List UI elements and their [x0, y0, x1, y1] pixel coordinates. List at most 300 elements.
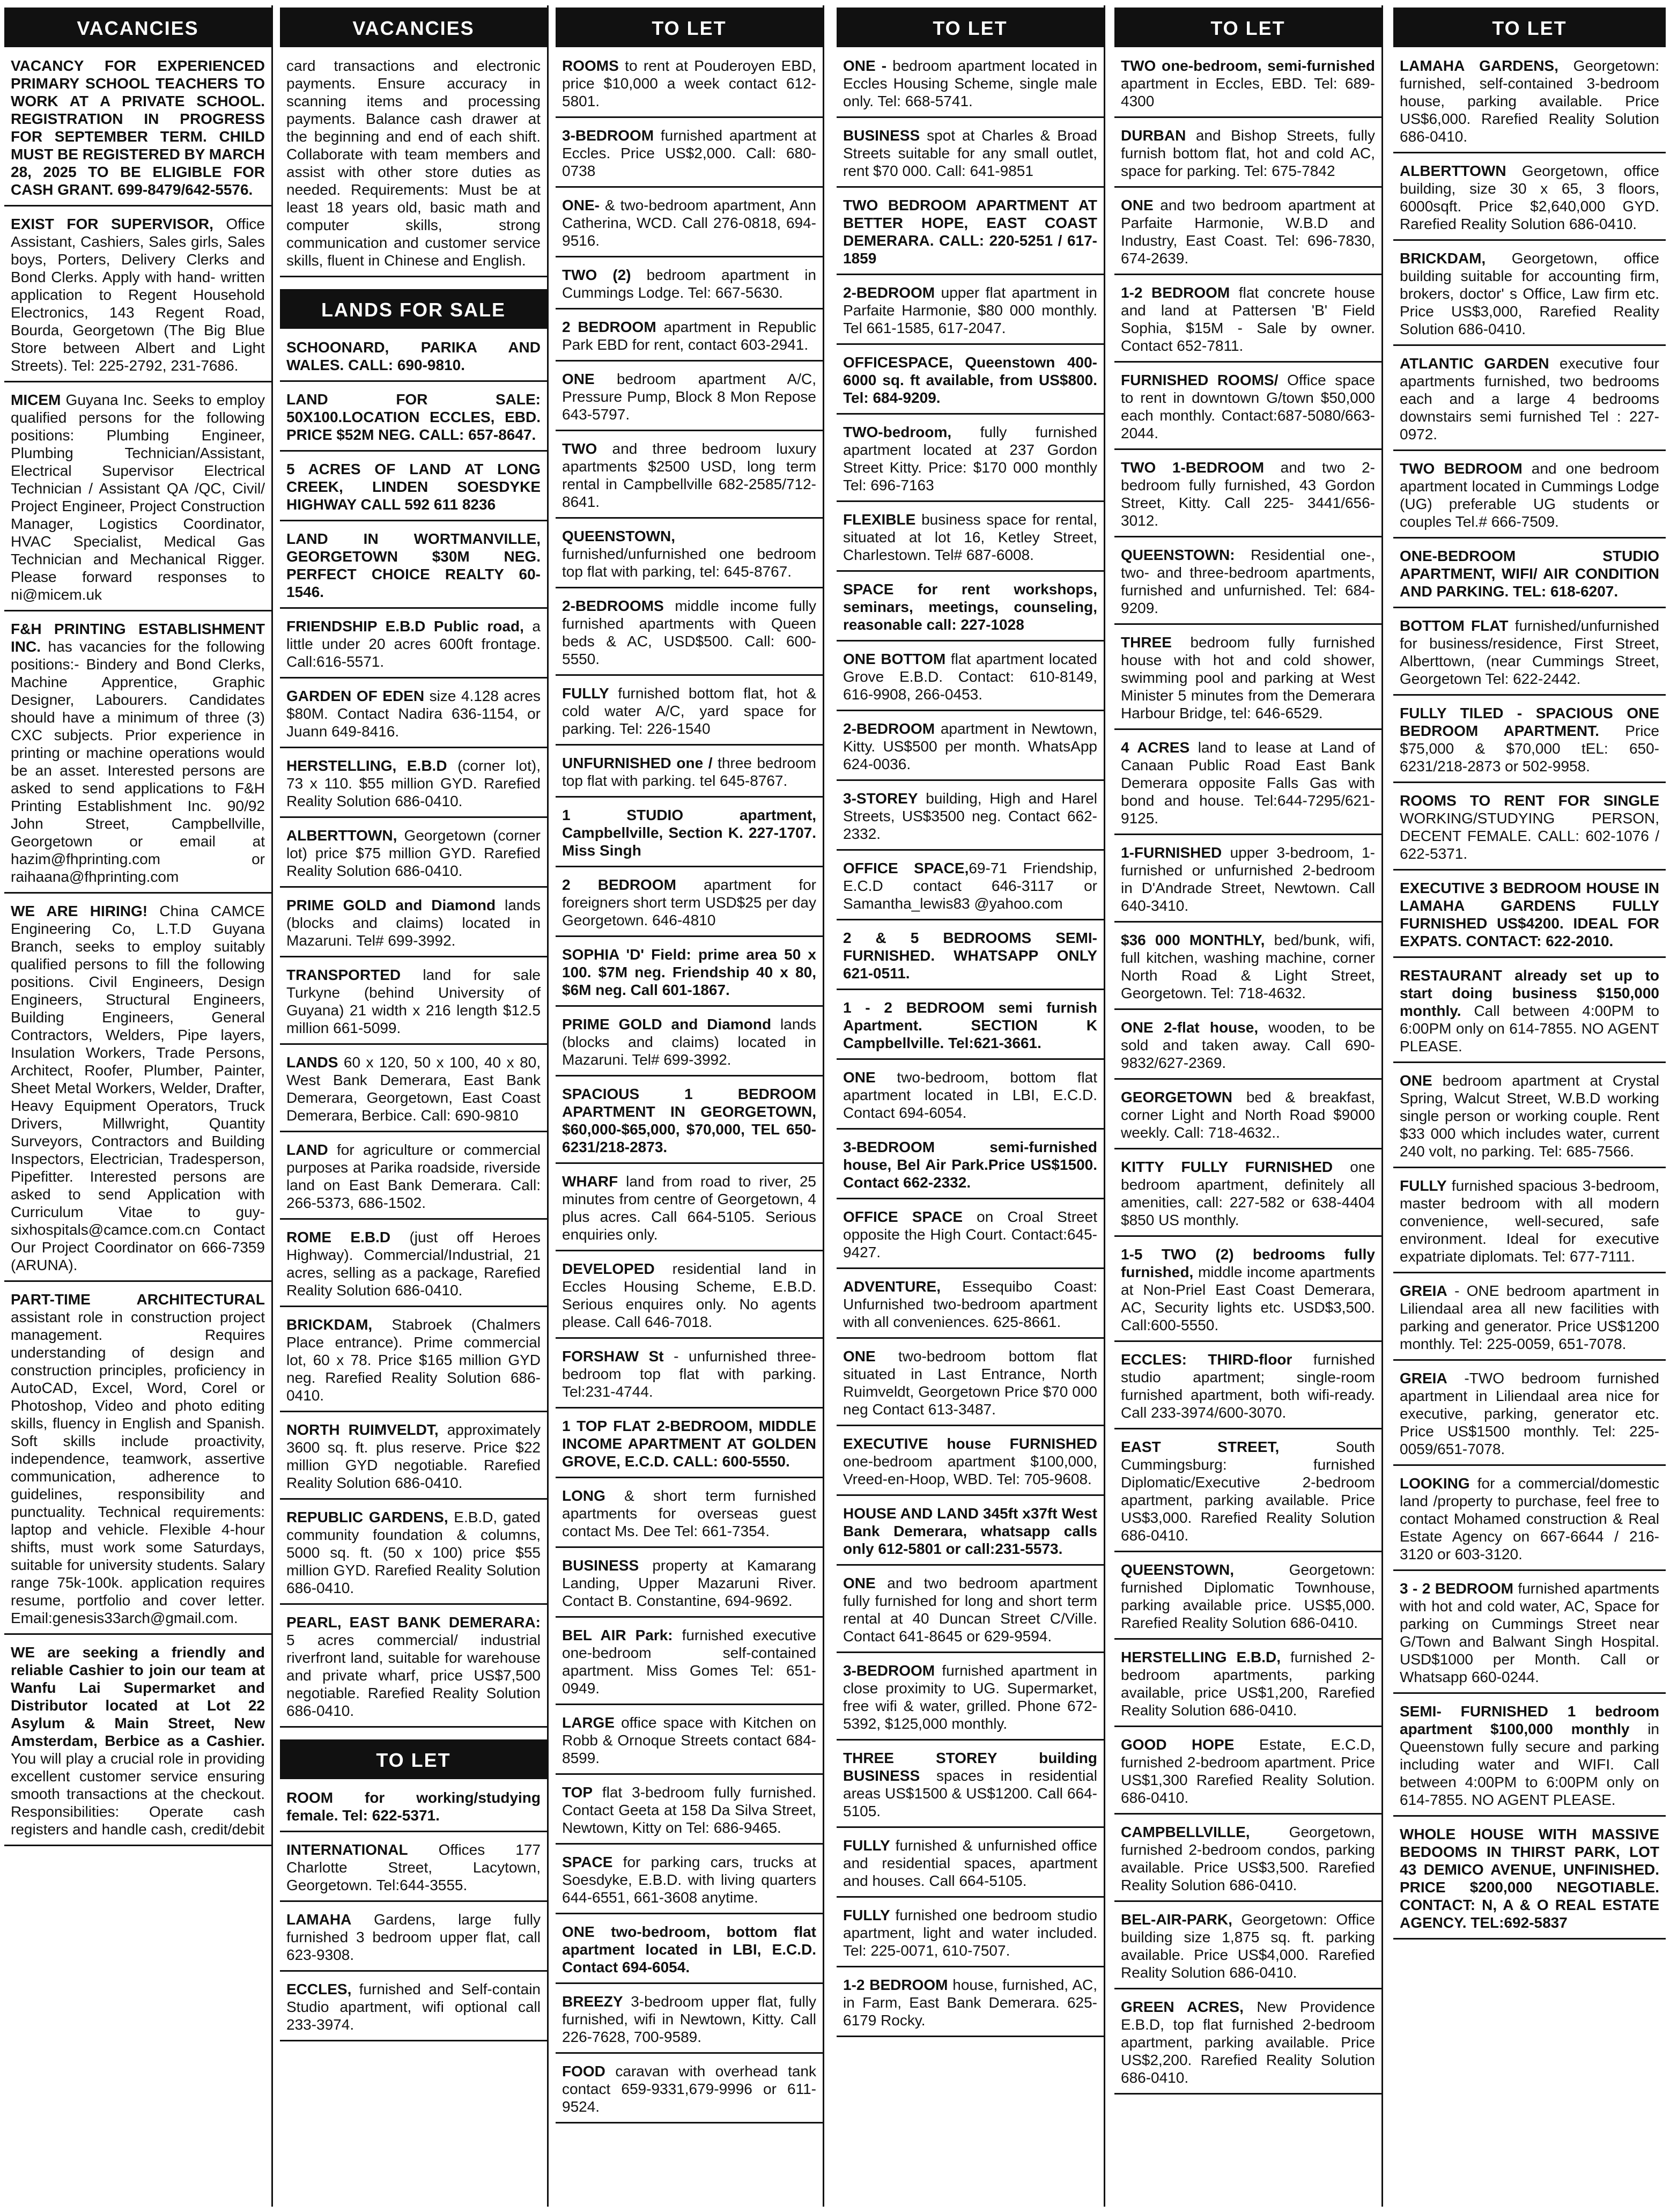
ad-body: bed & breakfast, corner Light and North Road $9000 weekly. Call: 718-4632.. [1121, 1089, 1375, 1141]
ad-heading: FULLY [843, 1907, 890, 1923]
classified-ad [4, 213, 271, 382]
ad-heading: SPACE for rent workshops, seminars, meetings, counseling, reasonable call: 227-1028 [843, 581, 1097, 633]
ad-heading: ADVENTURE, [843, 1278, 941, 1295]
section-header: LANDS FOR SALE [280, 289, 547, 329]
ad-heading: ONE [843, 1575, 876, 1591]
classified-ad [1114, 1436, 1381, 1552]
classified-ad [1114, 124, 1381, 188]
ad-heading: FLEXIBLE [843, 511, 916, 528]
ad-heading: FULLY [843, 1837, 890, 1854]
ad-body: in Queenstown fully secure and parking including water and WIFI. Call between 4:00PM to 6:00PM only on 614-7855. NO AGENT PLEASE. [1400, 1721, 1659, 1808]
ad-heading: WE ARE HIRING! [11, 903, 148, 919]
ad-heading: ONE 2-flat house, [1121, 1019, 1259, 1036]
ad-heading: GARDEN OF EDEN [286, 688, 425, 704]
ad-heading: 4 ACRES [1121, 739, 1190, 756]
ad-heading: BUSINESS [562, 1557, 639, 1574]
classified-ad [837, 648, 1104, 711]
ad-body: apartment for foreigners short term USD$25 per day Georgetown. 646-4810 [562, 876, 816, 928]
classified-ad [556, 1624, 823, 1705]
section-header: VACANCIES [4, 8, 271, 47]
ad-heading: WHARF [562, 1173, 618, 1190]
classified-ad [556, 2060, 823, 2123]
ad-heading: GOOD HOPE [1121, 1736, 1235, 1753]
ad-body: two-bedroom, bottom flat apartment located in LBI, E.C.D. Contact 694-6054. [843, 1069, 1097, 1121]
classified-ad [556, 1781, 823, 1845]
classified-ad [556, 804, 823, 867]
classified-ad [280, 755, 547, 818]
classified-ad [280, 336, 547, 382]
classified-ad [280, 1611, 547, 1728]
ad-body: and two bedroom apartment fully furnished for long and short term rental at 40 Duncan Street C/Ville. Contact 641-8645 or 629-9594. [843, 1575, 1097, 1645]
ad-heading: 2-BEDROOM [843, 720, 935, 737]
ad-heading: ONE [1400, 1072, 1432, 1089]
ad-heading: BRICKDAM, [1400, 250, 1486, 267]
classified-ad [556, 1258, 823, 1339]
classified-ad [1393, 458, 1666, 539]
classified-ad [837, 282, 1104, 345]
ad-body: land for sale Turkyne (behind University of Guyana) 21 width x 216 length $12.5 million 661-5099. [286, 967, 541, 1036]
ad-heading: SCHOONARD, PARIKA AND WALES. CALL: 690-9810. [286, 339, 541, 373]
ad-body: Call between 4:00PM to 6:00PM only on 614-7855. NO AGENT PLEASE. [1400, 1002, 1659, 1055]
classified-ad [1393, 160, 1666, 241]
classified-ad [1393, 702, 1666, 783]
classified-ad [280, 1226, 547, 1307]
classified-ad [556, 1554, 823, 1618]
ad-body: furnished 2-bedroom apartments, parking available, price US$1,200, Rarefied Reality Solution 686-0410. [1121, 1649, 1375, 1719]
ad-body: furnished apartments with hot and cold water, AC, Space for parking on Cummings Street near G/Town and Balwant Singh Hospital. USD$1000 per Month. Call or Whatsapp 660-0244. [1400, 1580, 1659, 1685]
ad-heading: PART-TIME ARCHITECTURAL [11, 1291, 265, 1308]
ad-body: furnished apartment at Eccles. Price US$2,000. Call: 680-0738 [562, 127, 816, 179]
ad-body: -TWO bedroom furnished apartment in Liliendaal area nice for executive, parking, generator etc. Price US$1500 monthly. Tel: 225-0059/651-7078. [1400, 1370, 1659, 1457]
ad-body: and three bedroom luxury apartments $2500 USD, long term rental in Campbellville 682-2585/712-8641. [562, 440, 816, 510]
ad-body: middle income apartments at Non-Priel East Coast Demerara, AC, Security lights etc. USD$3,500. Call:600-5550. [1121, 1264, 1375, 1333]
ad-body: assistant role in construction project management. Requires understanding of design and construction principles, proficiency in AutoCAD, Excel, Word, Corel or Photoshop, Video and photo editing skills, fluency in English and Spanish. Soft skills include proactivity, independence, teamwork, assertive communication, adherence to guidelines, responsibility and punctuality. Technical requirements: laptop and vehicle. Flexible 4-hour shifts, must work some Saturdays, suitable for university students. Salary range 75k-100k. application requires resume, portfolio and cover letter. Email:genesis33arch@gmail.com. [11, 1309, 265, 1626]
ad-body: and two bedroom apartment at Parfaite Harmonie, W.B.D and Industry, East Coast. Tel: 696-7830, 674-2639. [1121, 197, 1375, 267]
ad-heading: GEORGETOWN [1121, 1089, 1232, 1105]
classified-ad [1114, 456, 1381, 537]
ad-body: Georgetown, furnished 2-bedroom condos, parking available. Price US$3,500. Rarefied Reality Solution 686-0410. [1121, 1824, 1375, 1893]
ad-heading: QUEENSTOWN, [562, 528, 676, 544]
classified-ad [280, 388, 547, 452]
classified-ad [837, 857, 1104, 920]
ad-heading: ONE two-bedroom, bottom flat apartment located in LBI, E.C.D. Contact 694-6054. [562, 1923, 816, 1975]
ad-heading: 3-BEDROOM semi-furnished house, Bel Air Park.Price US$1500. Contact 662-2332. [843, 1139, 1097, 1191]
ad-body: furnished studio apartment; single-room furnished apartment, both wifi-ready. Call 233-3974/600-3070. [1121, 1351, 1375, 1421]
ad-heading: PEARL, EAST BANK DEMERARA: [286, 1614, 541, 1631]
ad-heading: ONE [843, 1069, 876, 1086]
classified-ad [837, 508, 1104, 572]
ad-heading: TWO one-bedroom, semi-furnished [1121, 57, 1375, 74]
ad-heading: ALBERTTOWN, [286, 827, 397, 844]
ad-heading: 3-STOREY [843, 790, 918, 807]
ad-body: house, furnished, AC, in Farm, East Bank Demerara. 625-6179 Rocky. [843, 1977, 1097, 2029]
ad-body: Georgetown, office building, size 30 x 65, 3 floors, 6000sqft. Price $2,640,000 GYD. Rarefied Reality Solution 686-0410. [1400, 163, 1659, 232]
ad-heading: ROOM for working/studying female. Tel: 622-5371. [286, 1789, 541, 1824]
ad-body: bedroom apartment located in Eccles Housing Scheme, single male only. Tel: 668-5741. [843, 57, 1098, 109]
ad-body: executive four apartments furnished, two bedrooms each and a large 4 bedrooms downstairs semi furnished Tel : 227-0972. [1400, 355, 1659, 443]
section-header: TO LET [837, 8, 1104, 47]
classified-ad [1114, 1348, 1381, 1429]
ad-heading: FOOD [562, 2063, 605, 2080]
ad-body: bedroom apartment A/C, Pressure Pump, Block 8 Mon Repose 643-5797. [562, 371, 816, 423]
ad-body: spot at Charles & Broad Streets suitable for any small outlet, rent $70 000. Call: 641-9851 [843, 127, 1097, 179]
ad-body: New Providence E.B.D, top flat furnished 2-bedroom apartment, parking available. Price US$2,200. Rarefied Reality Solution 686-0410. [1121, 1999, 1376, 2086]
classified-ad [280, 458, 547, 521]
ad-heading: ATLANTIC GARDEN [1400, 355, 1549, 372]
classified-ad [837, 351, 1104, 415]
classified-ad [837, 1206, 1104, 1269]
classified-ad [837, 927, 1104, 990]
classified-ad [4, 618, 271, 894]
ad-body: business space for rental, situated at lot 16, Ketley Street, Charlestown. Tel# 687-6008. [843, 511, 1097, 563]
classified-ad [280, 615, 547, 679]
classified-ad [837, 1572, 1104, 1653]
ad-body: furnished one bedroom studio apartment, light and water included. Tel: 225-0071, 610-7507. [843, 1907, 1097, 1959]
ad-body: office space with Kitchen on Robb & Ornoque Streets contact 684-8599. [562, 1714, 816, 1766]
ad-heading: OFFICE SPACE [843, 1208, 963, 1225]
ad-heading: EXIST FOR SUPERVISOR, [11, 216, 213, 232]
classified-ad [1393, 352, 1666, 451]
classified-ad [1393, 1280, 1666, 1361]
classified-ad [837, 1345, 1104, 1426]
ad-heading: BUSINESS [843, 127, 920, 144]
ad-body: & two-bedroom apartment, Ann Catherina, WCD. Call 276-0818, 694-9516. [562, 197, 816, 249]
ad-body: 3-bedroom upper flat, fully furnished, wifi in Newtown, Kitty. Call 226-7628, 700-9589. [562, 1993, 816, 2045]
ad-heading: ONE [1121, 197, 1154, 213]
ad-body: Price $75,000 & $70,000 tEL: 650-6231/218-2873 or 502-9958. [1400, 722, 1659, 775]
classified-ad [1393, 1175, 1666, 1273]
ad-heading: 2 BEDROOM [562, 319, 656, 335]
ad-heading: LAND FOR SALE: 50X100.LOCATION ECCLES, EBD. PRICE $52M NEG. CALL: 657-8647. [286, 391, 541, 443]
classified-ad [1393, 1472, 1666, 1571]
ad-heading: VACANCY FOR EXPERIENCED PRIMARY SCHOOL TEACHERS TO WORK AT A PRIVATE SCHOOL. REGISTRATION IN PROGRESS FOR SEPTEMBER TERM. CHILD MUST BE REGISTERED BY MARCH 28, 2025 TO BE ELIGIBLE FOR CASH GRANT. 699-8479/642-5576. [11, 57, 265, 198]
ad-heading: PRIME GOLD and Diamond [562, 1016, 772, 1033]
classified-ad [1393, 247, 1666, 346]
classified-ad [1393, 55, 1666, 153]
ad-body: Guyana Inc. Seeks to employ qualified persons for the following positions: Plumbing Engineer, Plumbing Technician/Assistant, Electrical Supervisor Electrical Technician / Assistant QA /QC, Civil/ Project Engineer, Project Construction Manager, Logistics Coordinator, HVAC Specialist, Medical Gas Technician and Mechanical Rigger. Please forward responses to ni@micem.uk [11, 392, 265, 603]
ad-body: Essequibo Coast: Unfurnished two-bedroom apartment with all conveniences. 625-8661. [843, 1278, 1097, 1330]
classified-ad [837, 55, 1104, 118]
ad-body: furnished executive one-bedroom self-contained apartment. Miss Gomes Tel: 651-0949. [562, 1627, 816, 1697]
ad-heading: BOTTOM FLAT [1400, 617, 1509, 634]
ad-heading: 5 ACRES OF LAND AT LONG CREEK, LINDEN SOESDYKE HIGHWAY CALL 592 611 8236 [286, 461, 541, 513]
classified-ad [4, 55, 271, 207]
ad-body: furnished/unfurnished for business/residence, First Street, Alberttown, (near Cummings Street, Georgetown Tel: 622-2442. [1400, 617, 1659, 687]
ad-body: for parking cars, trucks at Soesdyke, E.B.D. with living quarters 644-6551, 661-3608 anytime. [562, 1854, 816, 1906]
ad-heading: TRANSPORTED [286, 967, 401, 983]
ad-body: caravan with overhead tank contact 659-9331,679-9996 or 611-9524. [562, 2063, 816, 2115]
classified-ad [556, 1851, 823, 1914]
ad-heading: 3-BEDROOM [843, 1662, 935, 1679]
classified-ad [837, 194, 1104, 275]
ad-heading: SOPHIA 'D' Field: prime area 50 x 100. $7M neg. Friendship 40 x 80, $6M neg. Call 601-1867. [562, 946, 816, 998]
classified-ad [1114, 631, 1381, 730]
ad-heading: ONE- [562, 197, 600, 213]
ad-heading: RESTAURANT already set up to start doing business $150,000 monthly. [1400, 967, 1659, 1019]
section-header: TO LET [280, 1739, 547, 1779]
ad-heading: FRIENDSHIP E.B.D Public road, [286, 618, 524, 635]
ad-heading: CAMPBELLVILLE, [1121, 1824, 1250, 1840]
ad-heading: REPUBLIC GARDENS, [286, 1509, 448, 1525]
classified-ad [837, 1275, 1104, 1339]
column-6 [1393, 5, 1666, 2207]
ad-body: apartment in Newtown, Kitty. US$500 per month. WhatsApp 624-0036. [843, 720, 1097, 772]
ad-body: apartment in Republic Park EBD for rent, contact 603-2941. [562, 319, 816, 353]
ad-heading: FULLY TILED - SPACIOUS ONE BEDROOM APARTMENT. [1400, 705, 1659, 739]
classified-ad [556, 1485, 823, 1548]
classified-ad [1393, 1367, 1666, 1466]
ad-body: Gardens, large fully furnished 3 bedroom upper flat, call 623-9308. [286, 1911, 541, 1963]
ad-heading: GREIA [1400, 1370, 1447, 1387]
classified-ad [1114, 1559, 1381, 1640]
classified-ad [1114, 282, 1381, 363]
ad-heading: ONE - [843, 57, 887, 74]
classified-ad [280, 824, 547, 888]
ad-heading: TWO 1-BEDROOM [1121, 459, 1265, 476]
ad-body: 69-71 Friendship, E.C.D contact 646-3117 or Samantha_lewis83 @yahoo.com [843, 860, 1097, 912]
ad-heading: FORSHAW St [562, 1348, 664, 1365]
section-header: TO LET [556, 8, 823, 47]
ad-heading: BREEZY [562, 1993, 623, 2010]
section-header: TO LET [1114, 8, 1381, 47]
ad-body: lands (blocks and claims) located in Mazaruni. Tel# 699-3992. [286, 897, 541, 949]
ad-body: land from road to river, 25 minutes from centre of Georgetown, 4 plus acres. Call 664-5105. Serious enquiries only. [562, 1173, 816, 1243]
classified-ad [556, 438, 823, 519]
classified-ad [1114, 1646, 1381, 1727]
classified-ad [280, 1139, 547, 1220]
classified-ad [837, 1747, 1104, 1828]
classified-ad [1114, 1908, 1381, 1989]
classified-ad [556, 1170, 823, 1251]
ad-body: Georgetown: Office building size 1,875 sq. ft. parking available. Price US$4,000. Rarefied Reality Solution 686-0410. [1121, 1911, 1375, 1981]
classified-ad [837, 718, 1104, 781]
classified-ad [556, 1712, 823, 1775]
classified-ad [556, 124, 823, 188]
ad-heading: GREIA [1400, 1282, 1447, 1299]
ad-heading: THREE [1121, 634, 1172, 651]
ad-heading: ECCLES, [286, 1981, 352, 1997]
ad-heading: EAST STREET, [1121, 1439, 1280, 1455]
classified-ad [4, 1288, 271, 1635]
classified-ad [1114, 736, 1381, 835]
ad-body: bed/bunk, wifi, full kitchen, washing machine, corner North Road & Light Street, Georgetown. Tel: 718-4632. [1121, 932, 1375, 1001]
ad-body: 60 x 120, 50 x 100, 40 x 80, West Bank Demerara, East Bank Demerara, Georgetown, East Coast Demerara, Berbice. Call: 690-9810 [286, 1054, 541, 1124]
ad-body: one-bedroom apartment $100,000, Vreed-en-Hoop, WBD. Tel: 705-9608. [843, 1453, 1097, 1487]
ad-body: bedroom apartment in Cummings Lodge. Tel: 667-5630. [562, 267, 816, 301]
classified-ad [280, 1419, 547, 1500]
ad-body: wooden, to be sold and taken away. Call 690-9832/627-2369. [1121, 1019, 1375, 1071]
ad-heading: SEMI- FURNISHED 1 bedroom apartment $100,000 monthly [1400, 1703, 1659, 1737]
classified-ad [556, 194, 823, 257]
ad-body: furnished bottom flat, hot & cold water A/C, yard space for parking. Tel: 226-1540 [562, 685, 816, 737]
ad-heading: TWO BEDROOM APARTMENT AT BETTER HOPE, EAST COAST DEMERARA. CALL: 220-5251 / 617-1859 [843, 197, 1097, 267]
ad-heading: LONG [562, 1487, 605, 1504]
ad-heading: 1-2 BEDROOM [843, 1977, 948, 1993]
classified-ad [556, 316, 823, 362]
classified-ad [556, 1415, 823, 1478]
ad-heading: BEL-AIR-PARK, [1121, 1911, 1232, 1928]
classified-ad [837, 1974, 1104, 2037]
ad-heading: ECCLES: THIRD-floor [1121, 1351, 1292, 1368]
ad-body: and one bedroom apartment located in Cummings Lodge (UG) preferable UG students or couples Tel.# 666-7509. [1400, 460, 1660, 530]
ad-heading: ONE [843, 1348, 876, 1365]
ad-heading: 1 TOP FLAT 2-BEDROOM, MIDDLE INCOME APARTMENT AT GOLDEN GROVE, E.C.D. CALL: 600-5550. [562, 1418, 816, 1470]
ad-body: E.B.D, gated community foundation & columns, 5000 sq. ft. (50 x 100) price $55 million GYD. Rarefied Reality Solution 686-0410. [286, 1509, 541, 1596]
ad-body: building, High and Harel Streets, US$3500 neg. Contact 662-2332. [843, 790, 1097, 842]
ad-heading: LAND IN WORTMANVILLE, GEORGETOWN $30M NEG. PERFECT CHOICE REALTY 60-1546. [286, 530, 541, 600]
ad-heading: 2 & 5 BEDROOMS SEMI-FURNISHED. WHATSAPP ONLY 621-0511. [843, 930, 1097, 982]
ad-body: (corner lot), 73 x 110. $55 million GYD. Rarefied Reality Solution 686-0410. [286, 757, 541, 809]
ad-body: middle income fully furnished apartments with Queen beds & AC, USD$500. Call: 600-5550. [562, 598, 816, 667]
ad-heading: 2-BEDROOM [843, 284, 935, 301]
classified-ad [556, 1990, 823, 2054]
ad-heading: MICEM [11, 392, 61, 408]
ad-body: two-bedroom bottom flat situated in Last Entrance, North Ruimveldt, Georgetown Price $70 000 neg Contact 613-3487. [843, 1348, 1097, 1418]
classified-ad [1393, 790, 1666, 871]
ad-body: furnished apartment in close proximity to UG. Supermarket, free wifi & water, grilled. Phone 672-5392, $125,000 monthly. [843, 1662, 1097, 1732]
ad-heading: 1 STUDIO apartment, Campbellville, Section K. 227-1707. Miss Singh [562, 807, 816, 859]
ad-heading: LANDS [286, 1054, 338, 1071]
ad-body: furnished spacious 3-bedroom, master bedroom with all modern convenience, well-secured, safe environment. Ideal for executive expatriate diplomats. Tel: 677-7111. [1400, 1177, 1659, 1265]
ad-body: apartment in Eccles, EBD. Tel: 689-4300 [1121, 75, 1375, 109]
ad-heading: THREE STOREY building BUSINESS [843, 1750, 1097, 1784]
ad-heading: DEVELOPED [562, 1260, 655, 1277]
ad-heading: NORTH RUIMVELDT, [286, 1421, 439, 1438]
classified-ad [280, 55, 547, 277]
classified-ad [280, 1506, 547, 1605]
classified-ad [1114, 842, 1381, 923]
ad-heading: TWO-bedroom, [843, 424, 952, 440]
ad-body: flat apartment located Grove E.B.D. Contact: 610-8149, 616-9908, 266-0453. [843, 651, 1097, 703]
classified-ad [837, 787, 1104, 851]
classified-ad [4, 389, 271, 611]
classified-ad [280, 528, 547, 609]
ad-heading: TOP [562, 1784, 593, 1801]
ad-heading: ONE BOTTOM [843, 651, 946, 667]
ad-body: spaces in residential areas US$1500 & US$1200. Call 664-5105. [843, 1767, 1097, 1819]
ad-heading: LAMAHA [286, 1911, 352, 1928]
ad-heading: EXECUTIVE 3 BEDROOM HOUSE IN LAMAHA GARDENS FULLY FURNISHED US$4200. IDEAL FOR EXPATS. CONTACT: 622-2010. [1400, 880, 1659, 949]
classified-ad [837, 1904, 1104, 1967]
ad-body: China CAMCE Engineering Co, L.T.D Guyana Branch, seeks to employ suitably qualified persons to fill the following positions. Civil Engineers, Design Engineers, Structural Engineers, Building Engineers, General Contractors, Welders, Pipe layers, Insulation Workers, Trade Persons, Architect, Roofer, Plumber, Painter, Sheet Metal Workers, Welder, Drafter, Heavy Equipment Operators, Truck Drivers, Millwright, Quantity Surveyors, Contractors and Building Inspectors, Electrician, Tradesperson, Pipefitter. Interested persons are asked to send Application with Curriculum Vitae to guysixhospitals@camce.com.cn Contact Our Project Coordinator on 666-7359 (ARUNA). [11, 903, 265, 1273]
ad-heading: GREEN ACRES, [1121, 1999, 1244, 2015]
classified-ad [280, 1978, 547, 2041]
classified-ad [1114, 544, 1381, 625]
classified-ad [4, 900, 271, 1282]
ad-heading: BEL AIR Park: [562, 1627, 673, 1643]
ad-body: on Croal Street opposite the High Court. Contact:645-9427. [843, 1208, 1097, 1260]
ad-body: 5 acres commercial/ industrial riverfront land, suitable for warehouse and private wharf, price US$7,500 negotiable. Rarefied Reality Solution 686-0410. [286, 1632, 541, 1719]
ad-body: flat 3-bedroom fully furnished. Contact Geeta at 158 Da Silva Street, Newtown, Kitty on Tel: 686-9465. [562, 1784, 816, 1836]
ad-body: furnished/unfurnished one bedroom top flat with parking, tel: 645-8767. [562, 545, 816, 580]
ad-body: residential land in Eccles Housing Scheme, E.B.D. Serious enquires only. No agents please. Call 646-7018. [562, 1260, 816, 1330]
ad-body: three bedroom top flat with parking. tel 645-8767. [562, 755, 816, 789]
ad-body: & short term furnished apartments for overseas guest contact Ms. Dee Tel: 661-7354. [562, 1487, 816, 1539]
classified-ad [1114, 1156, 1381, 1237]
ad-heading: $36 000 MONTHLY, [1121, 932, 1265, 948]
ad-body: (just off Heroes Highway). Commercial/Industrial, 21 acres, selling as a package, Rarefied Reality Solution 686-0410. [286, 1229, 541, 1299]
ad-heading: HOUSE AND LAND 345ft x37ft West Bank Demerara, whatsapp calls only 612-5801 or call:231-5573. [843, 1505, 1097, 1557]
classified-ad [556, 1083, 823, 1164]
ad-heading: WE are seeking a friendly and reliable Cashier to join our team at Wanfu Lai Supermarket and Distributor located at Lot 22 Asylum & Main Street, New Amsterdam, Berbice as a Cashier. [11, 1644, 265, 1749]
classified-ad [837, 1834, 1104, 1898]
ad-heading: TWO BEDROOM [1400, 460, 1523, 477]
ad-heading: QUEENSTOWN: [1121, 547, 1235, 563]
ad-heading: KITTY FULLY FURNISHED [1121, 1159, 1333, 1175]
ad-heading: LOOKING [1400, 1475, 1470, 1492]
ad-body: approximately 3600 sq. ft. plus reserve. Price $22 million GYD negotiable. Rarefied Reality Solution 686-0410. [286, 1421, 541, 1491]
ad-body: You will play a crucial role in providing excellent customer service ensuring smooth transactions at the checkout. Responsibilities: Operate cash registers and handle cash, credit/debit [11, 1750, 265, 1838]
ad-heading: 3 - 2 BEDROOM [1400, 1580, 1513, 1597]
classified-ad [837, 578, 1104, 642]
ad-body: Residential one-, two- and three-bedroom apartments, furnished and unfurnished. Tel: 684-9209. [1121, 547, 1375, 616]
classified-ad [556, 943, 823, 1007]
ad-body: land to lease at Land of Canaan Public Road East Bank Demerara opposite Falls Gas with bond and house. Tel:644-7295/621-9125. [1121, 739, 1375, 827]
ad-body: and two 2-bedroom fully furnished, 43 Gordon Street, Kitty. Call 225- 3441/656-3012. [1121, 459, 1375, 529]
ad-body: Offices 177 Charlotte Street, Lacytown, Georgetown. Tel:644-3555. [286, 1841, 541, 1893]
ad-body: and Bishop Streets, fully furnish bottom flat, hot and cold AC, space for parking. Tel: 675-7842 [1121, 127, 1375, 179]
ad-heading: 2 BEDROOM [562, 876, 676, 893]
ad-heading: PRIME GOLD and Diamond [286, 897, 496, 913]
ad-heading: DURBAN [1121, 127, 1186, 144]
ad-body: one bedroom apartment, definitely all amenities, call: 227-582 or 638-4404 $850 US monthly. [1121, 1159, 1376, 1228]
ad-heading: FULLY [1400, 1177, 1447, 1194]
classified-ad [280, 1787, 547, 1832]
ad-heading: SPACE [562, 1854, 613, 1870]
classified-ad [837, 421, 1104, 502]
classified-ad [1393, 1823, 1666, 1940]
classified-ad [280, 1839, 547, 1902]
classified-ad [837, 1066, 1104, 1130]
classified-ad [280, 1051, 547, 1132]
ad-body: property at Kamarang Landing, Upper Mazaruni River. Contact B. Constantine, 694-9692. [562, 1557, 816, 1609]
classified-ad [556, 264, 823, 309]
classified-ad [556, 1921, 823, 1984]
ad-heading: OFFICE SPACE, [843, 860, 969, 876]
classified-ad [280, 1908, 547, 1972]
classified-ad [556, 55, 823, 118]
classified-ad [1393, 615, 1666, 696]
ad-body: Estate, E.C.D, furnished 2-bedroom apartment. Price US$1,300 Rarefied Reality Solution. 686-0410. [1121, 1736, 1375, 1806]
ad-body: for a commercial/domestic land /property to purchase, feel free to contact Mohamed construction & Real Estate Agency on 667-6644 / 216-3120 or 603-3120. [1400, 1475, 1659, 1562]
ad-heading: FURNISHED ROOMS/ [1121, 372, 1279, 388]
ad-body: upper flat apartment in Parfaite Harmonie, $80 000 monthly. Tel 661-1585, 617-2047. [843, 284, 1097, 336]
ad-body: card transactions and electronic payments. Ensure accuracy in scanning items and processing payments. Balance cash drawer at the beginning and end of each shift. Collaborate with team members and assist with other store duties as needed. Requirements: Must be at least 18 years old, basic math and computer skills, strong communication and customer service skills, fluent in Chinese and English. [286, 57, 541, 269]
ad-body: Georgetown (corner lot) price $75 million GYD. Rarefied Reality Solution 686-0410. [286, 827, 541, 879]
classified-ad [556, 368, 823, 431]
ad-body: flat concrete house and land at Pattersen 'B' Field Sophia, $15M - Sale by owner. Contact 652-7811. [1121, 284, 1376, 354]
ad-heading: ROOMS TO RENT FOR SINGLE [1400, 792, 1659, 809]
column-2 [280, 5, 549, 2207]
ad-body: fully furnished apartment located at 237 Gordon Street Kitty. Price: $170 000 monthly Tel: 696-7163 [843, 424, 1097, 493]
classified-ad [1393, 1070, 1666, 1168]
classified-ad [556, 1345, 823, 1409]
ad-heading: HERSTELLING E.B.D, [1121, 1649, 1281, 1665]
classified-ad [1114, 1821, 1381, 1902]
classified-ad [837, 1433, 1104, 1496]
classified-ad [556, 682, 823, 746]
ad-body: Office Assistant, Cashiers, Sales girls, Sales boys, Porters, Delivery Clerks and Bond Clerks. Apply with hand- written application to Regent Household Electronics, 143 Regent Road, Bourda, Georgetown (The Big Blue Store between Albert and Light Streets). Tel: 225-2792, 231-7686. [11, 216, 265, 374]
classified-ad [1393, 1577, 1666, 1694]
ad-body: lands (blocks and claims) located in Mazaruni. Tel# 699-3992. [562, 1016, 816, 1068]
classified-ad [837, 997, 1104, 1060]
classified-ad [280, 1314, 547, 1412]
column-3 [556, 5, 824, 2207]
ad-heading: 1 - 2 BEDROOM semi furnish Apartment. SECTION K Campbellville. Tel:621-3661. [843, 999, 1097, 1051]
classified-ad [556, 525, 823, 588]
column-1 [4, 5, 273, 2207]
ad-heading: 1-2 BEDROOM [1121, 284, 1230, 301]
